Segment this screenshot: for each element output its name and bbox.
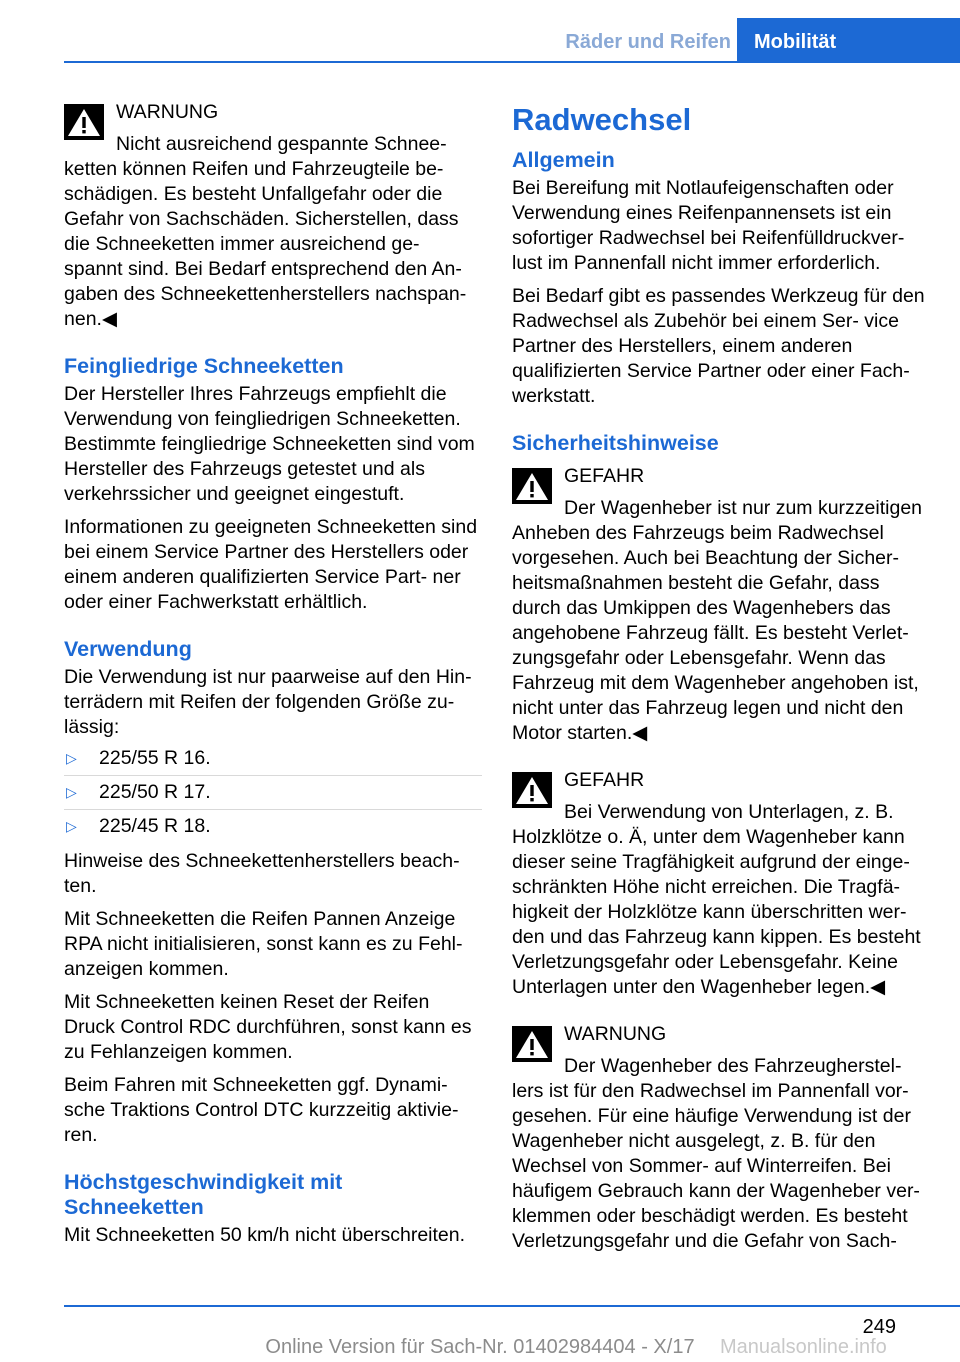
bullet-triangle-icon: ▷ xyxy=(66,818,77,834)
heading-sicherheitshinweise: Sicherheitshinweise xyxy=(512,431,719,455)
warning-triangle-icon xyxy=(64,104,104,140)
paragraph: Hinweise des Schneekettenherstellers beach- ten. xyxy=(64,850,460,897)
bullet-triangle-icon: ▷ xyxy=(66,750,77,766)
danger-block xyxy=(512,464,930,746)
paragraph: Informationen zu geeigneten Schneeketten sind bei einem Service Partner des Herstellers oder einem anderen qualifizierten Service Part- ner oder einer Fachwerkstatt erhältlich. xyxy=(64,516,478,613)
right-column xyxy=(512,100,930,1262)
paragraph: Bei Bereifung mit Notlaufeigenschaften oder Verwendung eines Reifenpannensets ist ein sofortiger Radwechsel bei Reifenfülldruckver- lust im Pannenfall nicht immer erforderlich. xyxy=(512,177,905,274)
paragraph: Mit Schneeketten die Reifen Pannen Anzeige RPA nicht initialisieren, sonst kann es zu Fehl- anzeigen kommen. xyxy=(64,908,463,980)
heading-allgemein: Allgemein xyxy=(512,148,615,172)
tab-mobilitaet[interactable]: Mobilität xyxy=(737,18,960,62)
warning-text: Nicht ausreichend gespannte Schnee- ketten können Reifen und Fahrzeugteile be- schädigen. Es besteht Unfallgefahr oder die Gefahr von Sachschäden. Sicherstellen, dass die Schneeketten immer ausreichend ge- spannt sind. Bei Bedarf entsprechend den An- gaben des Schneekettenherstellers nachspan- nen.◀ xyxy=(64,133,467,330)
watermark: Manualsonline.info xyxy=(720,1336,887,1358)
heading-hoechstgeschwindigkeit: Höchstgeschwindigkeit mit Schneeketten xyxy=(64,1170,343,1219)
list-item: ▷ 225/55 R 16. xyxy=(64,742,482,776)
warning-block xyxy=(512,1022,930,1254)
danger-text: Bei Verwendung von Unterlagen, z. B. Holzklötze o. Ä, unter dem Wagenheber kann dieser seine Tragfähigkeit aufgrund der einge- schränkten Höhe nicht erreichen. Die Tragfä- higkeit der Holzklötze kann überschritten wer- den und das Fahrzeug kann kippen. Es besteht Verletzungsgefahr oder Lebensgefahr. Keine Unterlagen unter den Wagenheber legen.◀ xyxy=(512,801,921,998)
bullet-triangle-icon: ▷ xyxy=(66,784,77,800)
danger-block xyxy=(512,768,930,1000)
danger-title: GEFAHR xyxy=(564,465,645,487)
heading-verwendung: Verwendung xyxy=(64,637,192,661)
paragraph: Beim Fahren mit Schneeketten ggf. Dynami- sche Traktions Control DTC kurzzeitig aktivie- ren. xyxy=(64,1074,459,1146)
online-version-note: Online Version für Sach-Nr. 01402984404 - X/17 xyxy=(265,1336,695,1358)
paragraph: Bei Bedarf gibt es passendes Werkzeug für den Radwechsel als Zubehör bei einem Ser- vice Partner des Herstellers, einem anderen qualifizierten Service Partner oder einer Fach- werkstatt. xyxy=(512,285,925,407)
heading-feingliedrige-schneeketten: Feingliedrige Schneeketten xyxy=(64,354,344,378)
tab-raeder-und-reifen[interactable]: Räder und Reifen xyxy=(565,31,731,53)
warning-text: Der Wagenheber des Fahrzeugherstel- lers ist für den Radwechsel im Pannenfall vor- gesehen. Für eine häufige Verwendung ist der Wagenheber nicht ausgelegt, z. B. für den Wechsel von Sommer- auf Winterreifen. Bei häufigem Gebrauch kann der Wagenheber ver- klemmen oder beschädigt werden. Es besteht Verletzungsgefahr und die Gefahr von Sach- xyxy=(512,1055,920,1252)
danger-text: Der Wagenheber ist nur zum kurzzeitigen Anheben des Fahrzeugs beim Radwechsel vorgesehen. Auch bei Beachtung der Sicher- heitsmaßnahmen besteht die Gefahr, dass durch das Umkippen des Wagenhebers das angehobene Fahrzeug fällt. Es besteht Verlet- zungsgefahr oder Lebensgefahr. Wenn das Fahrzeug mit dem Wagenheber angehoben ist, nicht unter das Fahrzeug legen und nicht den Motor starten.◀ xyxy=(512,497,923,744)
danger-title: GEFAHR xyxy=(564,769,645,791)
warning-title: WARNUNG xyxy=(116,101,219,123)
tire-size-list xyxy=(64,742,482,843)
warning-triangle-icon xyxy=(512,468,552,504)
page-number: 249 xyxy=(862,1316,896,1338)
warning-triangle-icon xyxy=(512,1026,552,1062)
list-item: ▷ 225/50 R 17. xyxy=(64,776,482,810)
paragraph: Mit Schneeketten keinen Reset der Reifen Druck Control RDC durchführen, sonst kann es zu Fehlanzeigen kommen. xyxy=(64,991,472,1063)
left-column xyxy=(64,100,482,1256)
heading-radwechsel: Radwechsel xyxy=(512,102,692,137)
paragraph: Der Hersteller Ihres Fahrzeugs empfiehlt die Verwendung von feingliedrigen Schneeketten. Bestimmte feingliedrige Schneeketten sind vom Hersteller des Fahrzeugs getestet und als verkehrssicher und geeignet eingestuft. xyxy=(64,383,475,505)
list-item: ▷ 225/45 R 18. xyxy=(66,815,211,837)
warning-triangle-icon xyxy=(512,772,552,808)
warning-title: WARNUNG xyxy=(564,1023,667,1045)
paragraph: Mit Schneeketten 50 km/h nicht überschreiten. xyxy=(64,1224,466,1246)
footer-rule xyxy=(64,1305,960,1307)
paragraph: Die Verwendung ist nur paarweise auf den Hin- terrädern mit Reifen der folgenden Größe zu- lässig: xyxy=(64,666,472,738)
warning-block xyxy=(64,100,482,332)
